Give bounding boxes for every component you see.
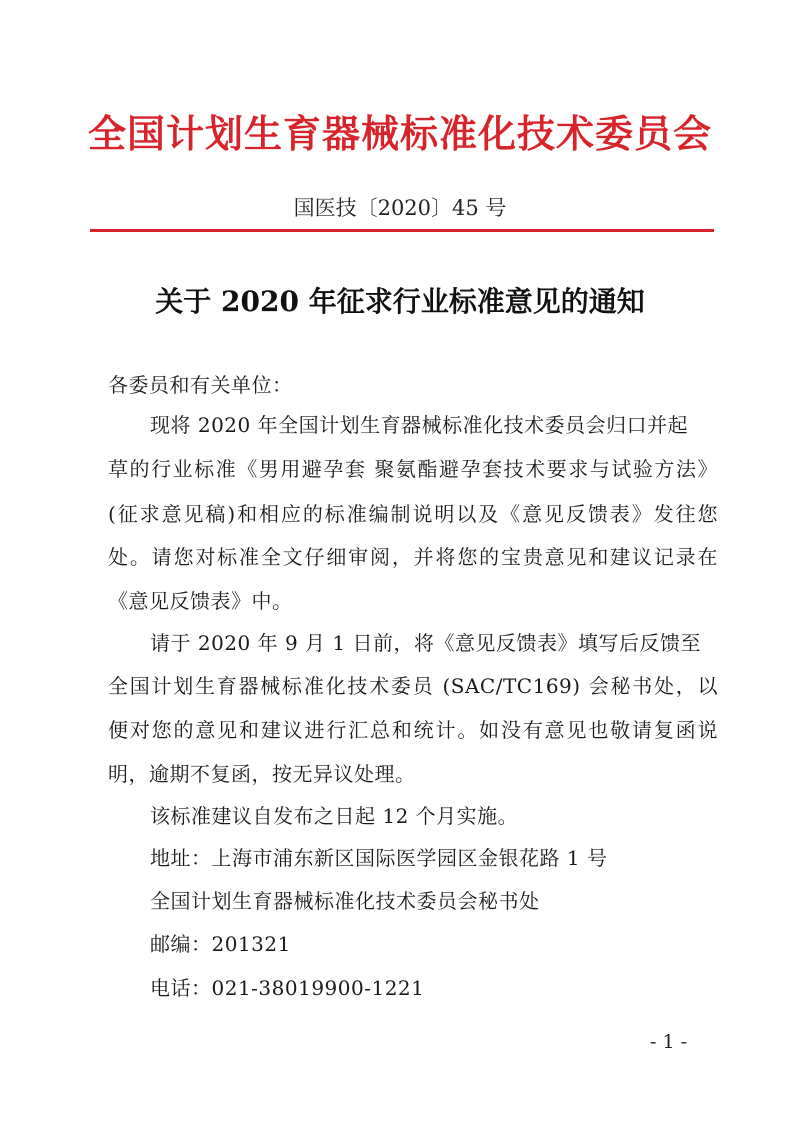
- organization-header: 全国计划生育器械标准化技术委员会: [87, 111, 712, 156]
- contact-phone: 电话：021-38019900-1221: [150, 976, 425, 1000]
- paragraph-2-line-2: 全国计划生育器械标准化技术委员 (SAC/TC169) 会秘书处，以: [108, 674, 718, 698]
- paragraph-1-line-3: (征求意见稿)和相应的标准编制说明以及《意见反馈表》发往您: [108, 502, 718, 526]
- paragraph-1-line-1: 现将 2020 年全国计划生育器械标准化技术委员会归口并起: [150, 413, 689, 437]
- paragraph-2-line-4: 明，逾期不复函，按无异议处理。: [108, 762, 416, 786]
- paragraph-2-line-1: 请于 2020 年 9 月 1 日前，将《意见反馈表》填写后反馈至: [150, 631, 701, 655]
- contact-office: 全国计划生育器械标准化技术委员会秘书处: [150, 889, 540, 913]
- paragraph-1-line-2: 草的行业标准《男用避孕套 聚氨酯避孕套技术要求与试验方法》: [108, 457, 718, 481]
- header-divider: [90, 229, 714, 232]
- page-number: - 1 -: [650, 1031, 688, 1053]
- paragraph-2-line-3: 便对您的意见和建议进行汇总和统计。如没有意见也敬请复函说: [108, 718, 718, 742]
- implementation-note: 该标准建议自发布之日起 12 个月实施。: [150, 804, 519, 828]
- paragraph-1-line-4: 处。请您对标准全文仔细审阅，并将您的宝贵意见和建议记录在: [108, 545, 718, 569]
- paragraph-1-line-5: 《意见反馈表》中。: [108, 589, 293, 613]
- contact-postcode: 邮编：201321: [150, 932, 291, 956]
- notice-title: 关于 2020 年征求行业标准意见的通知: [155, 285, 645, 318]
- salutation: 各委员和有关单位：: [108, 373, 293, 397]
- contact-address: 地址：上海市浦东新区国际医学园区金银花路 1 号: [150, 846, 608, 870]
- document-number: 国医技〔2020〕45 号: [293, 196, 507, 220]
